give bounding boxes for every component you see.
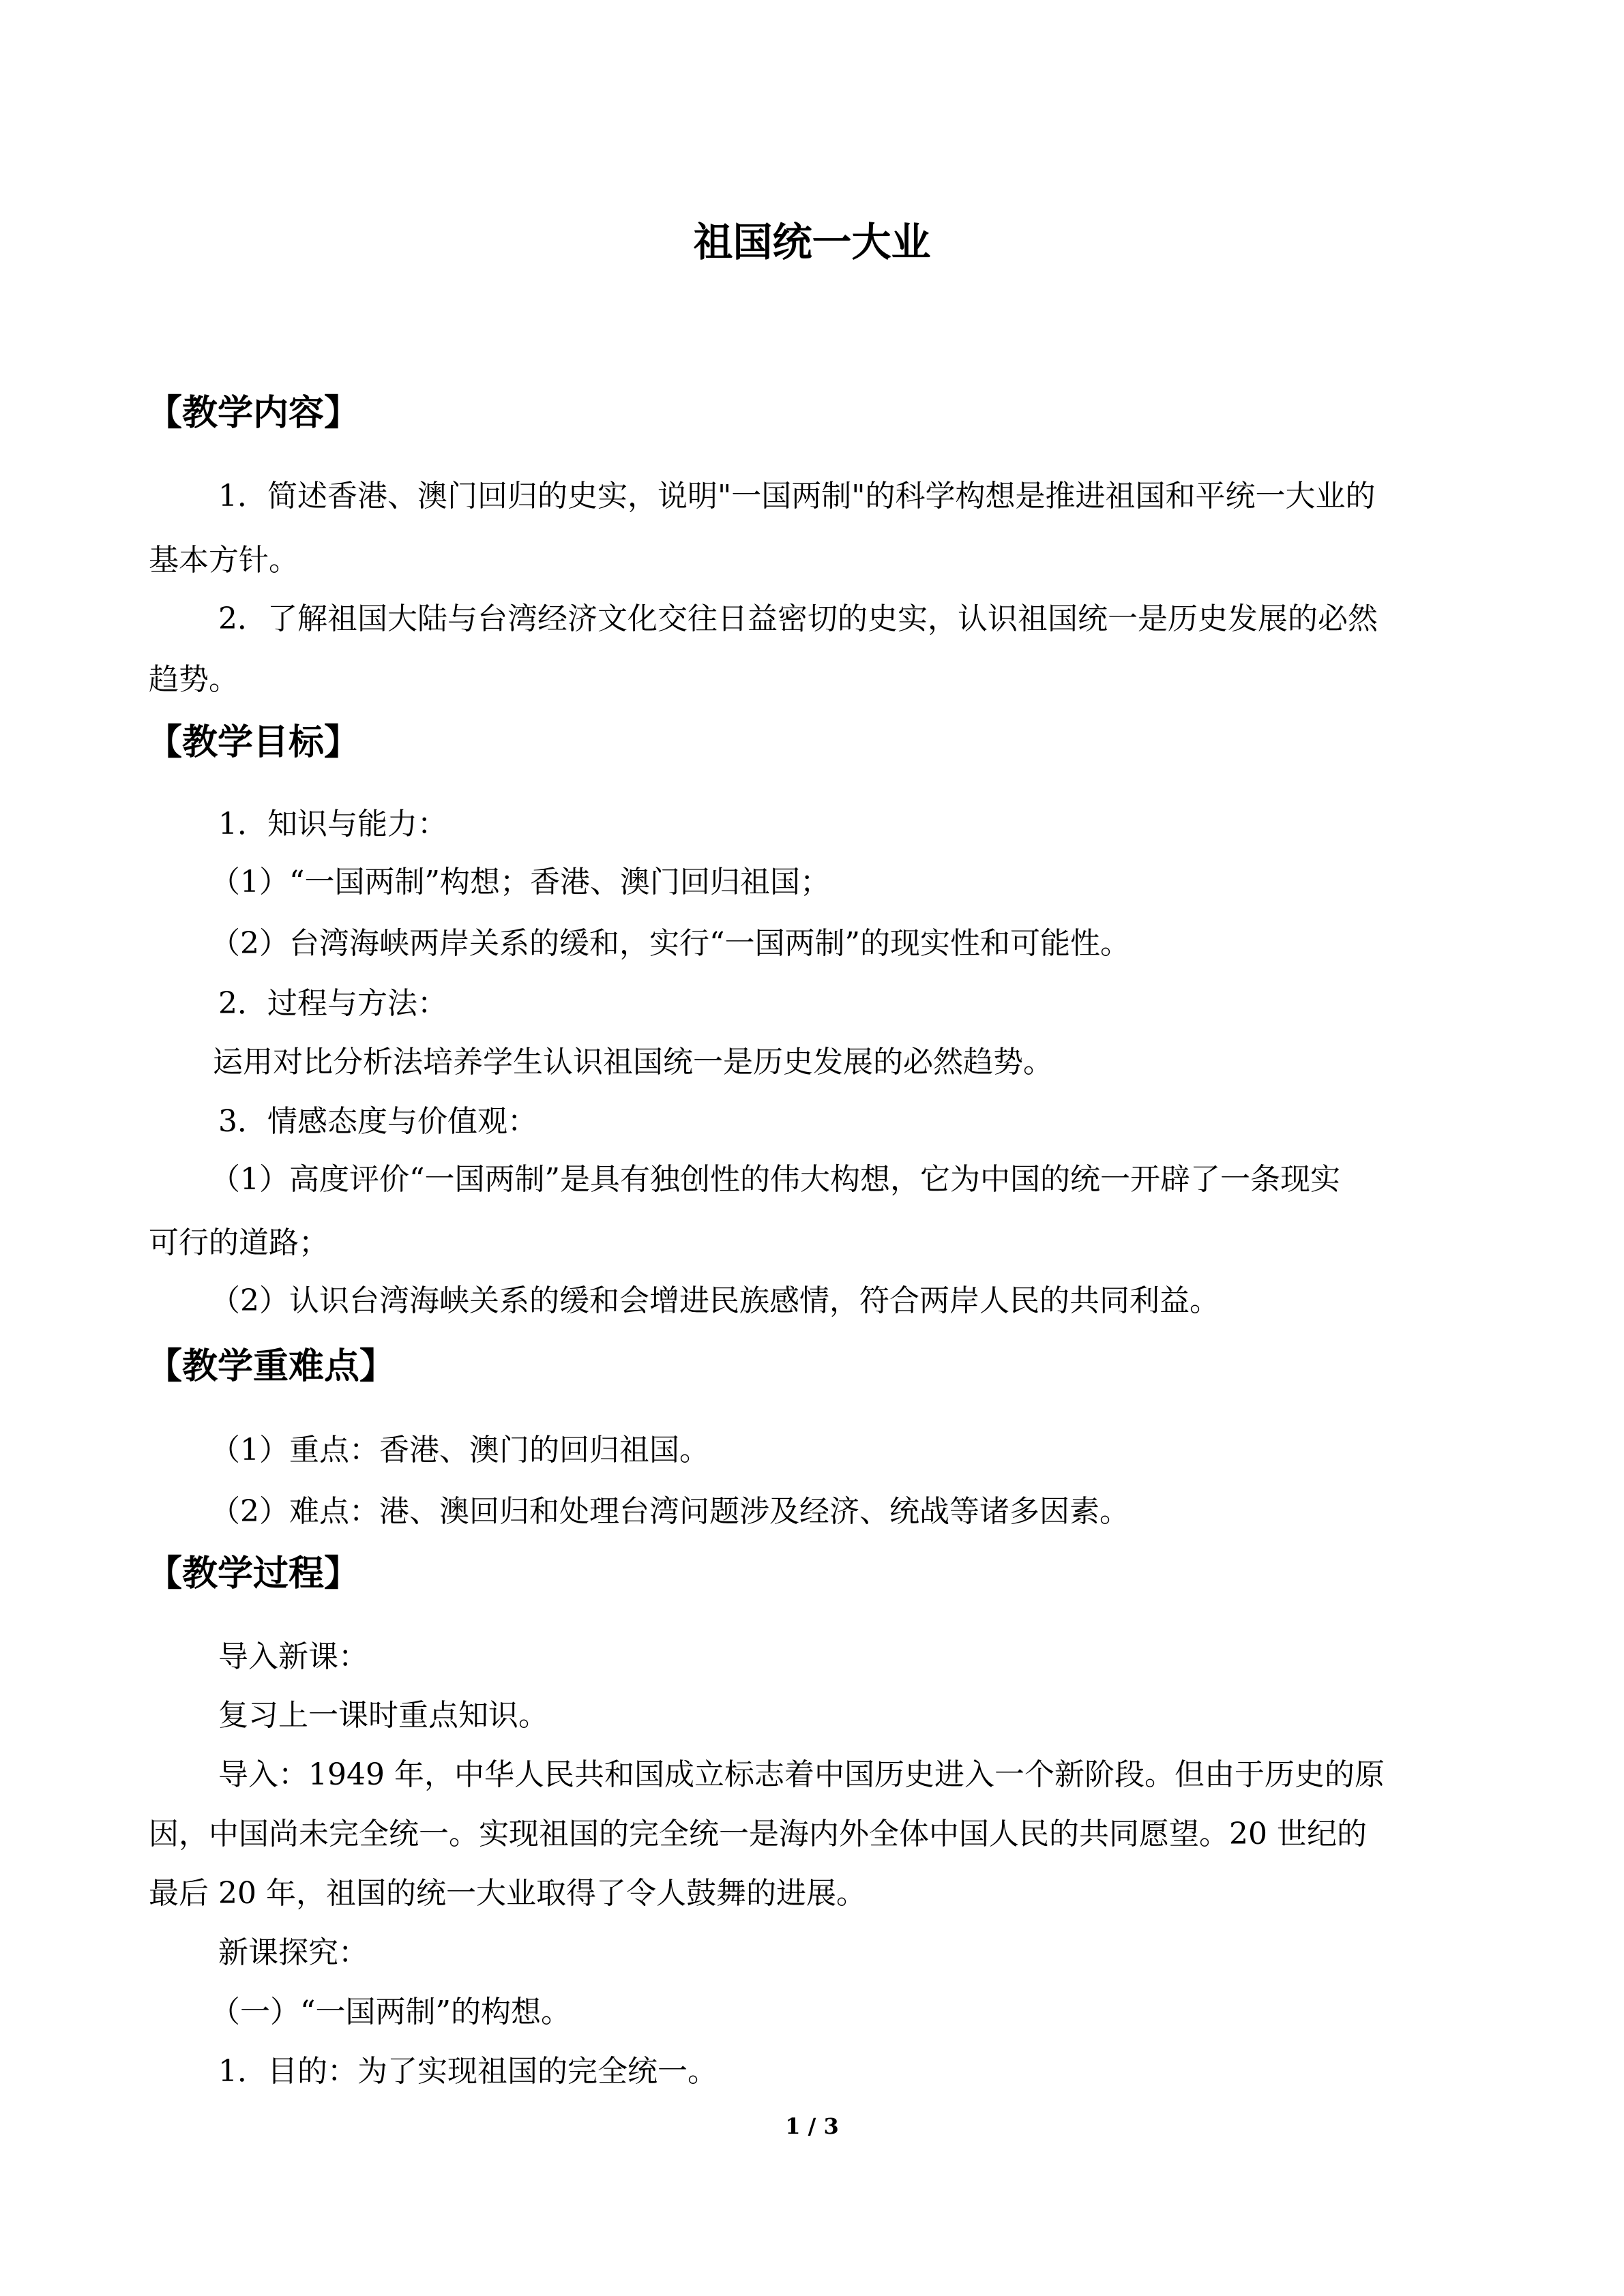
process-purpose: 1．目的：为了实现祖国的完全统一。: [218, 2054, 718, 2089]
goal-3-2: （2）认识台湾海峡关系的缓和会增进民族感情，符合两岸人民的共同利益。: [210, 1283, 1220, 1318]
process-intro-line-2: 因，中国尚未完全统一。实现祖国的完全统一是海内外全体中国人民的共同愿望。20 世纪的: [149, 1817, 1367, 1851]
content-item-2-line-1: 2．了解祖国大陆与台湾经济文化交往日益密切的史实，认识祖国统一是历史发展的必然: [218, 601, 1378, 636]
process-intro-label: 导入新课：: [218, 1639, 368, 1674]
goal-2-1: 运用对比分析法培养学生认识祖国统一是历史发展的必然趋势。: [213, 1045, 1053, 1079]
section-heading-content: 【教学内容】: [147, 393, 360, 434]
content-item-1-line-1: 1．简述香港、澳门回归的史实，说明"一国两制"的科学构想是推进祖国和平统一大业的: [218, 479, 1376, 513]
goal-2: 2．过程与方法：: [218, 986, 447, 1021]
content-item-1-line-2: 基本方针。: [149, 543, 299, 578]
document-title: 祖国统一大业: [693, 219, 931, 265]
goal-3: 3．情感态度与价值观：: [218, 1104, 537, 1139]
process-intro-line-1: 导入：1949 年，中华人民共和国成立标志着中国历史进入一个新阶段。但由于历史的原: [218, 1757, 1385, 1792]
goal-1-2: （2）台湾海峡两岸关系的缓和，实行“一国两制”的现实性和可能性。: [210, 926, 1130, 961]
process-new-label: 新课探究：: [218, 1935, 368, 1970]
keypoint-1: （1）重点：香港、澳门的回归祖国。: [210, 1433, 709, 1467]
process-subsection-1: （一）“一国两制”的构想。: [210, 1995, 571, 2029]
section-heading-process: 【教学过程】: [147, 1553, 360, 1594]
goal-1: 1．知识与能力：: [218, 807, 447, 841]
process-review: 复习上一课时重点知识。: [218, 1698, 548, 1733]
goal-1-1: （1）“一国两制”构想；香港、澳门回归祖国；: [210, 865, 830, 899]
goal-3-1-line-2: 可行的道路；: [149, 1225, 329, 1260]
content-item-2-line-2: 趋势。: [149, 662, 239, 697]
page-number: 1 / 3: [785, 2113, 839, 2139]
process-intro-line-3: 最后 20 年，祖国的统一大业取得了令人鼓舞的进展。: [149, 1876, 866, 1911]
goal-3-1-line-1: （1）高度评价“一国两制”是具有独创性的伟大构想，它为中国的统一开辟了一条现实: [210, 1162, 1340, 1197]
section-heading-goals: 【教学目标】: [147, 722, 360, 763]
section-heading-keypoints: 【教学重难点】: [147, 1346, 396, 1387]
keypoint-2: （2）难点：港、澳回归和处理台湾问题涉及经济、统战等诸多因素。: [210, 1494, 1130, 1529]
